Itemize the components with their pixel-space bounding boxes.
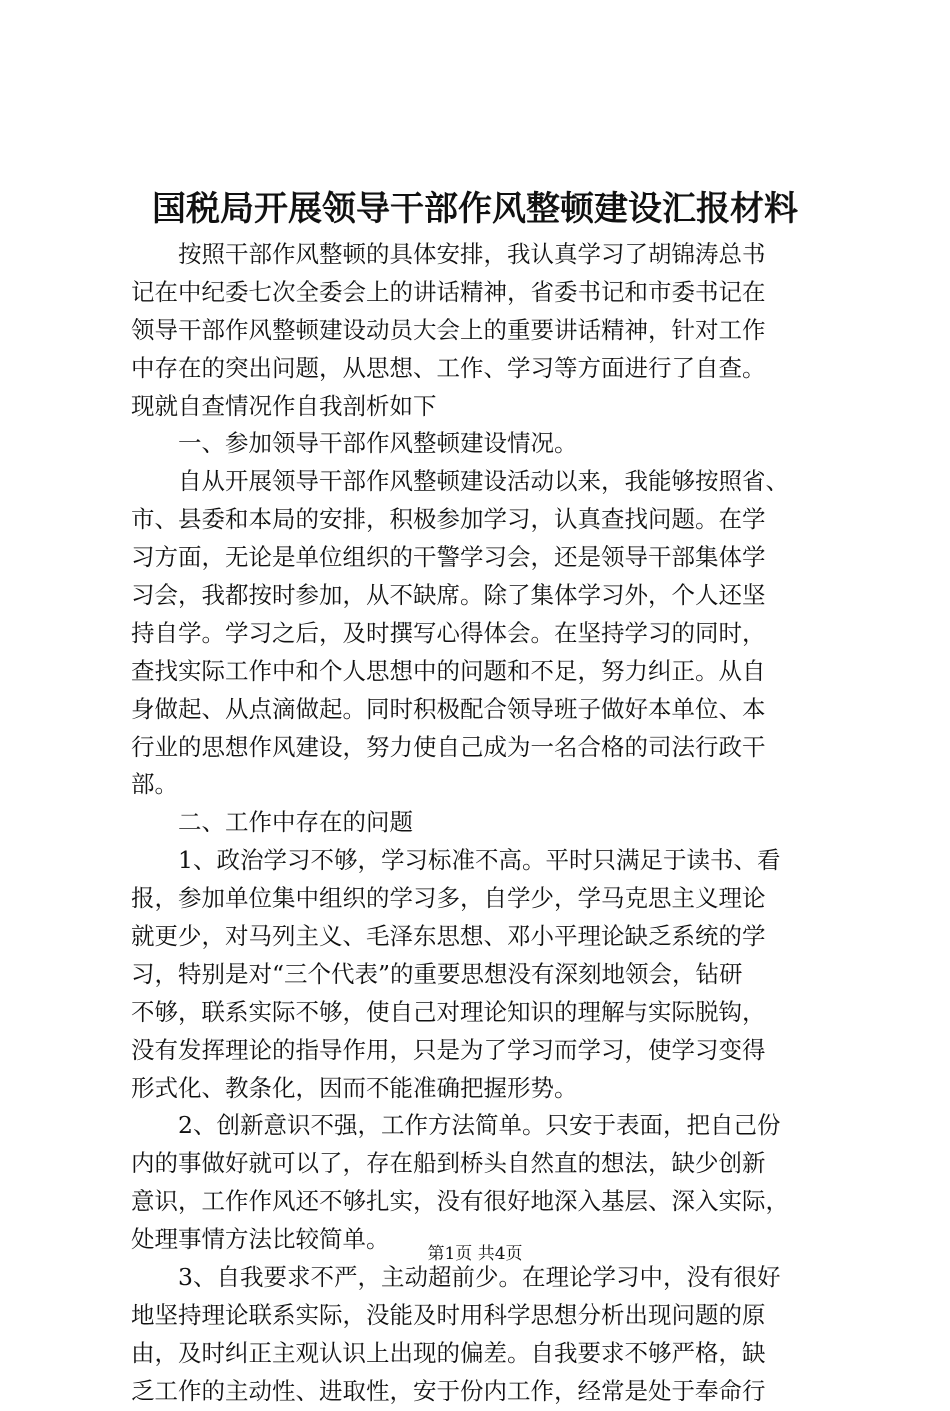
text-line: 由，及时纠正主观认识上出现的偏差。自我要求不够严格，缺 (131, 1338, 766, 1367)
text-line: 内的事做好就可以了，存在船到桥头自然直的想法，缺少创新 (131, 1149, 766, 1178)
text-line: 1、政治学习不够，学习标准不高。平时只满足于读书、看 (131, 846, 781, 875)
text-line: 乏工作的主动性、进取性，安于份内工作，经常是处于奉命行 (131, 1376, 766, 1405)
text-line: 意识，工作作风还不够扎实，没有很好地深入基层、深入实际， (131, 1187, 789, 1216)
text-line: 习方面，无论是单位组织的干警学习会，还是领导干部集体学 (131, 543, 766, 572)
text-line: 持自学。学习之后，及时撰写心得体会。在坚持学习的同时， (131, 618, 766, 647)
text-line: 按照干部作风整顿的具体安排，我认真学习了胡锦涛总书 (131, 240, 766, 268)
document-title: 国税局开展领导干部作风整顿建设汇报材料 (152, 189, 798, 229)
text-line: 3、自我要求不严，主动超前少。在理论学习中，没有很好 (131, 1263, 781, 1292)
text-line: 2、创新意识不强，工作方法简单。只安于表面，把自己份 (131, 1111, 781, 1140)
text-line: 身做起、从点滴做起。同时积极配合领导班子做好本单位、本 (131, 694, 766, 723)
text-line: 报，参加单位集中组织的学习多，自学少，学马克思主义理论 (131, 884, 766, 913)
document-body (131, 236, 831, 1411)
text-line: 记在中纪委七次全委会上的讲话精神，省委书记和市委书记在 (131, 277, 766, 306)
section-heading: 二、工作中存在的问题 (131, 808, 413, 837)
text-line: 形式化、教条化，因而不能准确把握形势。 (131, 1073, 578, 1102)
text-line: 没有发挥理论的指导作用，只是为了学习而学习，使学习变得 (131, 1035, 766, 1064)
text-line: 不够，联系实际不够，使自己对理论知识的理解与实际脱钩， (131, 997, 766, 1026)
text-line: 习，特别是对“三个代表”的重要思想没有深刻地领会，钻研 (131, 959, 743, 988)
text-line: 领导干部作风整顿建设动员大会上的重要讲话精神，针对工作 (131, 315, 766, 344)
text-line: 现就自查情况作自我剖析如下 (131, 391, 437, 420)
text-line: 处理事情方法比较简单。 (131, 1225, 390, 1254)
text-line: 行业的思想作风建设，努力使自己成为一名合格的司法行政干 (131, 732, 766, 761)
text-line: 自从开展领导干部作风整顿建设活动以来，我能够按照省、 (131, 467, 789, 496)
text-line: 市、县委和本局的安排，积极参加学习，认真查找问题。在学 (131, 505, 766, 534)
text-line: 习会，我都按时参加，从不缺席。除了集体学习外，个人还坚 (131, 581, 766, 610)
text-line: 地坚持理论联系实际，没能及时用科学思想分析出现问题的原 (131, 1300, 766, 1329)
text-line: 查找实际工作中和个人思想中的问题和不足，努力纠正。从自 (131, 656, 766, 685)
text-line: 就更少，对马列主义、毛泽东思想、邓小平理论缺乏系统的学 (131, 922, 766, 951)
page-number-footer: 第1页 共4页 (427, 1244, 523, 1264)
text-line: 部。 (131, 770, 178, 799)
section-heading: 一、参加领导干部作风整顿建设情况。 (131, 429, 578, 458)
text-line: 中存在的突出问题，从思想、工作、学习等方面进行了自查。 (131, 353, 766, 382)
